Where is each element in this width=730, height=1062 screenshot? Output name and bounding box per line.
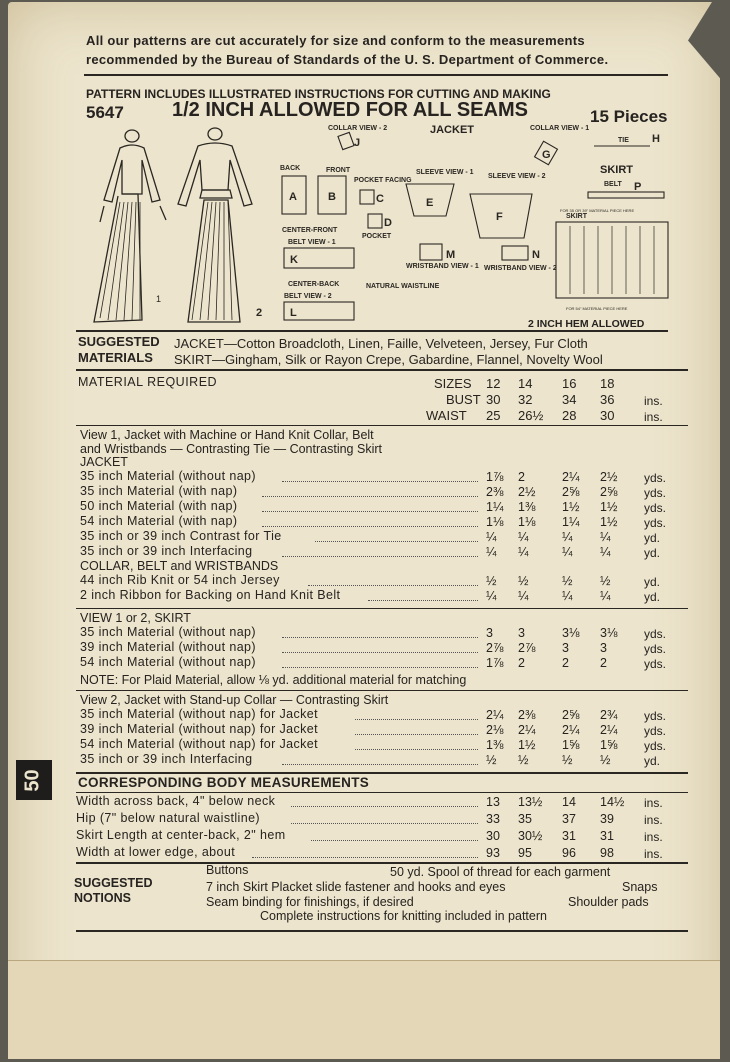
notion-shoulder-pads: Shoulder pads xyxy=(568,895,649,909)
label-tie: TIE xyxy=(618,137,629,144)
skirt-materials: SKIRT—Gingham, Silk or Rayon Crepe, Gabardine, Flannel, Novelty Wool xyxy=(174,352,603,367)
divider xyxy=(76,369,688,371)
label-wristband-view-1: WRISTBAND VIEW - 1 xyxy=(406,263,479,270)
row-value: 3 xyxy=(600,641,607,655)
row-unit: yd. xyxy=(644,590,661,604)
row-unit: yd. xyxy=(644,575,661,589)
row-value: 98 xyxy=(600,846,614,860)
row-value: 37 xyxy=(562,812,576,826)
row-unit: yd. xyxy=(644,531,661,545)
leader-dots xyxy=(252,857,478,858)
label-center-front: CENTER-FRONT xyxy=(282,227,338,234)
divider xyxy=(76,608,688,609)
sizes-value: 12 xyxy=(486,376,501,391)
waist-value: 26½ xyxy=(518,408,544,423)
figure-number-1: 1 xyxy=(156,294,162,304)
waist-value: 25 xyxy=(486,408,501,423)
row-value: 1⅜ xyxy=(486,738,504,752)
row-value: 1½ xyxy=(518,738,536,752)
row-value: 2⅝ xyxy=(562,485,580,499)
view1-title-2: and Wristbands — Contrasting Tie — Contrasting Skirt xyxy=(80,442,382,456)
label-natural-waistline: NATURAL WAISTLINE xyxy=(366,283,440,290)
price-badge-text: 50 xyxy=(21,769,44,792)
divider xyxy=(76,690,688,691)
material-required-heading: MATERIAL REQUIRED xyxy=(78,375,218,389)
row-value: 2⅜ xyxy=(486,485,504,499)
row-label: 35 inch Material (with nap) xyxy=(80,484,238,498)
row-value: 3⅛ xyxy=(562,626,580,640)
row-value: ½ xyxy=(600,753,611,767)
row-label: 35 inch Material (without nap) xyxy=(80,625,256,639)
row-label: Hip (7" below natural waistline) xyxy=(76,811,260,825)
notions-heading-1: SUGGESTED xyxy=(74,876,153,890)
row-value: 2 xyxy=(518,656,525,670)
row-value: 1⅛ xyxy=(518,515,536,529)
jacket-materials: JACKET—Cotton Broadcloth, Linen, Faille, Velveteen, Jersey, Fur Cloth xyxy=(174,336,588,351)
materials-heading: MATERIALS xyxy=(78,350,153,365)
leader-dots xyxy=(262,526,478,527)
leader-dots xyxy=(311,840,478,841)
pattern-number: 5647 xyxy=(86,103,124,122)
row-value: 14½ xyxy=(600,795,625,809)
leader-dots xyxy=(282,764,478,765)
label-belt-view-1: BELT VIEW - 1 xyxy=(288,239,336,246)
row-label: 35 inch or 39 inch Interfacing xyxy=(80,752,253,766)
row-value: ¼ xyxy=(486,545,497,559)
row-unit: yd. xyxy=(644,546,661,560)
label-pocket-facing: POCKET FACING xyxy=(354,177,412,184)
row-value: ¼ xyxy=(518,589,529,603)
row-unit: ins. xyxy=(644,847,663,861)
row-label: 39 inch Material (without nap) for Jacket xyxy=(80,722,319,736)
row-label: 54 inch Material (with nap) xyxy=(80,514,238,528)
row-value: 2¼ xyxy=(562,470,580,484)
row-value: ½ xyxy=(518,574,529,588)
row-label: 35 inch or 39 inch Contrast for Tie xyxy=(80,529,282,543)
leader-dots xyxy=(282,556,478,557)
row-value: 2⅞ xyxy=(486,641,504,655)
leader-dots xyxy=(282,481,478,482)
piece-A: A xyxy=(289,191,297,203)
sizes-value: 14 xyxy=(518,376,533,391)
sizes-label: SIZES xyxy=(434,376,472,391)
row-value: ¼ xyxy=(486,530,497,544)
bust-value: 34 xyxy=(562,392,577,407)
leader-dots xyxy=(308,585,478,586)
piece-N: N xyxy=(532,249,540,261)
row-value: 95 xyxy=(518,846,532,860)
leader-dots xyxy=(368,600,478,601)
row-value: 2½ xyxy=(518,485,536,499)
row-value: 30 xyxy=(486,829,500,843)
row-value: 1½ xyxy=(600,515,618,529)
row-unit: ins. xyxy=(644,813,663,827)
divider xyxy=(76,772,688,774)
leader-dots xyxy=(262,511,478,512)
row-unit: yds. xyxy=(644,724,667,738)
row-value: ¼ xyxy=(518,530,529,544)
row-value: 2 xyxy=(518,470,525,484)
row-value: ¼ xyxy=(600,530,611,544)
piece-L: L xyxy=(290,307,297,319)
label-pocket: POCKET xyxy=(362,233,392,240)
piece-D: D xyxy=(384,217,392,229)
row-unit: yd. xyxy=(644,754,661,768)
row-value: 1⅞ xyxy=(486,470,504,484)
label-sleeve-view-2: SLEEVE VIEW - 2 xyxy=(488,173,546,180)
piece-P: P xyxy=(634,181,642,193)
body-measurements-heading: CORRESPONDING BODY MEASUREMENTS xyxy=(78,775,370,790)
note-54: FOR 54" MATERIAL PIECE HERE xyxy=(566,306,628,311)
divider xyxy=(84,74,668,76)
row-value: 31 xyxy=(600,829,614,843)
row-value: ½ xyxy=(486,753,497,767)
seam-allowance: 1/2 INCH ALLOWED FOR ALL SEAMS xyxy=(172,99,528,121)
row-label: 35 inch Material (without nap) for Jacket xyxy=(80,707,319,721)
price-badge xyxy=(16,760,52,800)
row-label: 54 inch Material (without nap) xyxy=(80,655,256,669)
bust-unit: ins. xyxy=(644,394,663,408)
divider xyxy=(76,862,688,864)
row-value: 1⅛ xyxy=(486,515,504,529)
row-value: 1½ xyxy=(600,500,618,514)
label-skirt-piece: SKIRT xyxy=(566,213,587,220)
piece-K: K xyxy=(290,254,298,266)
bust-value: 36 xyxy=(600,392,615,407)
row-value: ½ xyxy=(600,574,611,588)
label-collar-view-1: COLLAR VIEW - 1 xyxy=(530,125,590,132)
notion-placket: 7 inch Skirt Placket slide fastener and hooks and eyes xyxy=(206,880,506,894)
row-value: 2½ xyxy=(600,470,618,484)
row-value: 3 xyxy=(518,626,525,640)
row-value: 2¼ xyxy=(600,723,618,737)
row-value: 2 xyxy=(562,656,569,670)
label-center-back: CENTER-BACK xyxy=(288,281,340,288)
row-value: 2¼ xyxy=(518,723,536,737)
pattern-includes: PATTERN INCLUDES ILLUSTRATED INSTRUCTIONS FOR CUTTING AND MAKING xyxy=(86,87,551,101)
bust-label: BUST xyxy=(446,392,481,407)
row-label: 39 inch Material (without nap) xyxy=(80,640,256,654)
row-label: 44 inch Rib Knit or 54 inch Jersey xyxy=(80,573,280,587)
row-unit: ins. xyxy=(644,796,663,810)
view1-jacket-sub: JACKET xyxy=(80,455,128,469)
leader-dots xyxy=(262,496,478,497)
row-value: 14 xyxy=(562,795,576,809)
figure-number-2: 2 xyxy=(256,307,263,319)
leader-dots xyxy=(291,806,478,807)
row-value: 1⅝ xyxy=(562,738,580,752)
row-value: 2¾ xyxy=(600,708,618,722)
piece-J: J xyxy=(354,137,361,149)
row-value: ½ xyxy=(486,574,497,588)
row-value: ¼ xyxy=(562,530,573,544)
row-label: Width across back, 4" below neck xyxy=(76,794,276,808)
view1-collar-sub: COLLAR, BELT and WRISTBANDS xyxy=(80,559,279,573)
row-value: ½ xyxy=(562,574,573,588)
row-unit: yds. xyxy=(644,657,667,671)
piece-M: M xyxy=(446,249,456,261)
intro-line-2: recommended by the Bureau of Standards of the U. S. Department of Commerce. xyxy=(86,52,609,67)
view2-title: View 2, Jacket with Stand-up Collar — Contrasting Skirt xyxy=(80,693,389,707)
row-label: 35 inch Material (without nap) xyxy=(80,469,256,483)
waist-value: 28 xyxy=(562,408,577,423)
row-value: 1⅝ xyxy=(600,738,618,752)
row-label: 2 inch Ribbon for Backing on Hand Knit Belt xyxy=(80,588,341,602)
row-value: 2¼ xyxy=(562,723,580,737)
leader-dots xyxy=(355,734,478,735)
bust-value: 32 xyxy=(518,392,533,407)
row-label: 50 inch Material (with nap) xyxy=(80,499,238,513)
suggested-heading: SUGGESTED xyxy=(78,334,160,349)
row-value: 96 xyxy=(562,846,576,860)
label-belt: BELT xyxy=(604,181,622,188)
plaid-note: NOTE: For Plaid Material, allow ⅛ yd. additional material for matching xyxy=(80,673,467,687)
row-value: ½ xyxy=(562,753,573,767)
row-value: 13½ xyxy=(518,795,543,809)
skirt-title: VIEW 1 or 2, SKIRT xyxy=(80,611,191,625)
row-value: ¼ xyxy=(518,545,529,559)
leader-dots xyxy=(355,749,478,750)
row-unit: yds. xyxy=(644,486,667,500)
pattern-piece-layout xyxy=(270,120,680,332)
row-value: 2⅝ xyxy=(562,708,580,722)
divider xyxy=(76,930,688,932)
row-value: 3⅛ xyxy=(600,626,618,640)
label-collar-view-2: COLLAR VIEW - 2 xyxy=(328,125,388,132)
piece-F: F xyxy=(496,211,503,223)
row-value: 2 xyxy=(600,656,607,670)
row-value: 31 xyxy=(562,829,576,843)
row-value: 1¼ xyxy=(562,515,580,529)
leader-dots xyxy=(315,541,478,542)
row-unit: yds. xyxy=(644,471,667,485)
row-value: ¼ xyxy=(562,545,573,559)
waist-value: 30 xyxy=(600,408,615,423)
row-value: 3 xyxy=(562,641,569,655)
row-value: 33 xyxy=(486,812,500,826)
skirt-label: SKIRT xyxy=(600,164,633,176)
label-belt-view-2: BELT VIEW - 2 xyxy=(284,293,332,300)
piece-B: B xyxy=(328,191,336,203)
hem-allowed: 2 INCH HEM ALLOWED xyxy=(528,318,645,330)
notion-seam-binding: Seam binding for finishings, if desired xyxy=(206,895,414,909)
row-label: Skirt Length at center-back, 2" hem xyxy=(76,828,286,842)
row-value: 2⅞ xyxy=(518,641,536,655)
row-value: ¼ xyxy=(486,589,497,603)
view1-title-1: View 1, Jacket with Machine or Hand Knit Collar, Belt xyxy=(80,428,374,442)
intro-line-1: All our patterns are cut accurately for size and conform to the measurements xyxy=(86,33,585,48)
row-unit: yds. xyxy=(644,642,667,656)
leader-dots xyxy=(355,719,478,720)
leader-dots xyxy=(291,823,478,824)
sizes-value: 16 xyxy=(562,376,577,391)
piece-C: C xyxy=(376,193,384,205)
row-value: 2⅜ xyxy=(518,708,536,722)
envelope-flap xyxy=(8,960,720,1059)
row-unit: ins. xyxy=(644,830,663,844)
sizes-value: 18 xyxy=(600,376,615,391)
waist-label: WAIST xyxy=(426,408,467,423)
label-sleeve-view-1: SLEEVE VIEW - 1 xyxy=(416,169,474,176)
waist-unit: ins. xyxy=(644,410,663,424)
row-value: 93 xyxy=(486,846,500,860)
row-value: 1⅞ xyxy=(486,656,504,670)
label-front: FRONT xyxy=(326,167,351,174)
row-value: 1¼ xyxy=(486,500,504,514)
jacket-label: JACKET xyxy=(430,124,475,136)
row-value: 39 xyxy=(600,812,614,826)
piece-E: E xyxy=(426,197,434,209)
row-value: 2⅛ xyxy=(486,723,504,737)
divider xyxy=(76,330,668,332)
row-unit: yds. xyxy=(644,501,667,515)
piece-count: 15 Pieces xyxy=(590,107,668,126)
notion-knitting: Complete instructions for knitting included in pattern xyxy=(260,909,547,923)
row-value: ¼ xyxy=(600,545,611,559)
label-back: BACK xyxy=(280,165,301,172)
row-value: 2⅝ xyxy=(600,485,618,499)
row-unit: yds. xyxy=(644,709,667,723)
note-35: FOR 35 OR 39" MATERIAL PIECE HERE xyxy=(560,208,635,213)
row-value: 35 xyxy=(518,812,532,826)
row-label: 54 inch Material (without nap) for Jacket xyxy=(80,737,319,751)
row-value: ¼ xyxy=(562,589,573,603)
row-unit: yds. xyxy=(644,627,667,641)
row-unit: yds. xyxy=(644,516,667,530)
notion-buttons: Buttons xyxy=(206,863,249,877)
leader-dots xyxy=(282,667,478,668)
row-value: 1⅜ xyxy=(518,500,536,514)
row-value: 3 xyxy=(486,626,493,640)
row-label: Width at lower edge, about xyxy=(76,845,236,859)
row-value: ¼ xyxy=(600,589,611,603)
row-unit: yds. xyxy=(644,739,667,753)
piece-H: H xyxy=(652,133,660,145)
leader-dots xyxy=(282,637,478,638)
divider xyxy=(76,425,688,426)
bust-value: 30 xyxy=(486,392,501,407)
row-value: 13 xyxy=(486,795,500,809)
notion-thread: 50 yd. Spool of thread for each garment xyxy=(390,865,611,879)
notions-heading-2: NOTIONS xyxy=(74,891,131,905)
fashion-illustration xyxy=(80,120,280,332)
leader-dots xyxy=(282,652,478,653)
label-wristband-view-2: WRISTBAND VIEW - 2 xyxy=(484,265,557,272)
row-value: 1½ xyxy=(562,500,580,514)
notion-snaps: Snaps xyxy=(622,880,658,894)
piece-G: G xyxy=(542,149,551,161)
row-value: 2¼ xyxy=(486,708,504,722)
row-value: 30½ xyxy=(518,829,543,843)
row-label: 35 inch or 39 inch Interfacing xyxy=(80,544,253,558)
divider xyxy=(76,792,688,793)
row-value: ½ xyxy=(518,753,529,767)
